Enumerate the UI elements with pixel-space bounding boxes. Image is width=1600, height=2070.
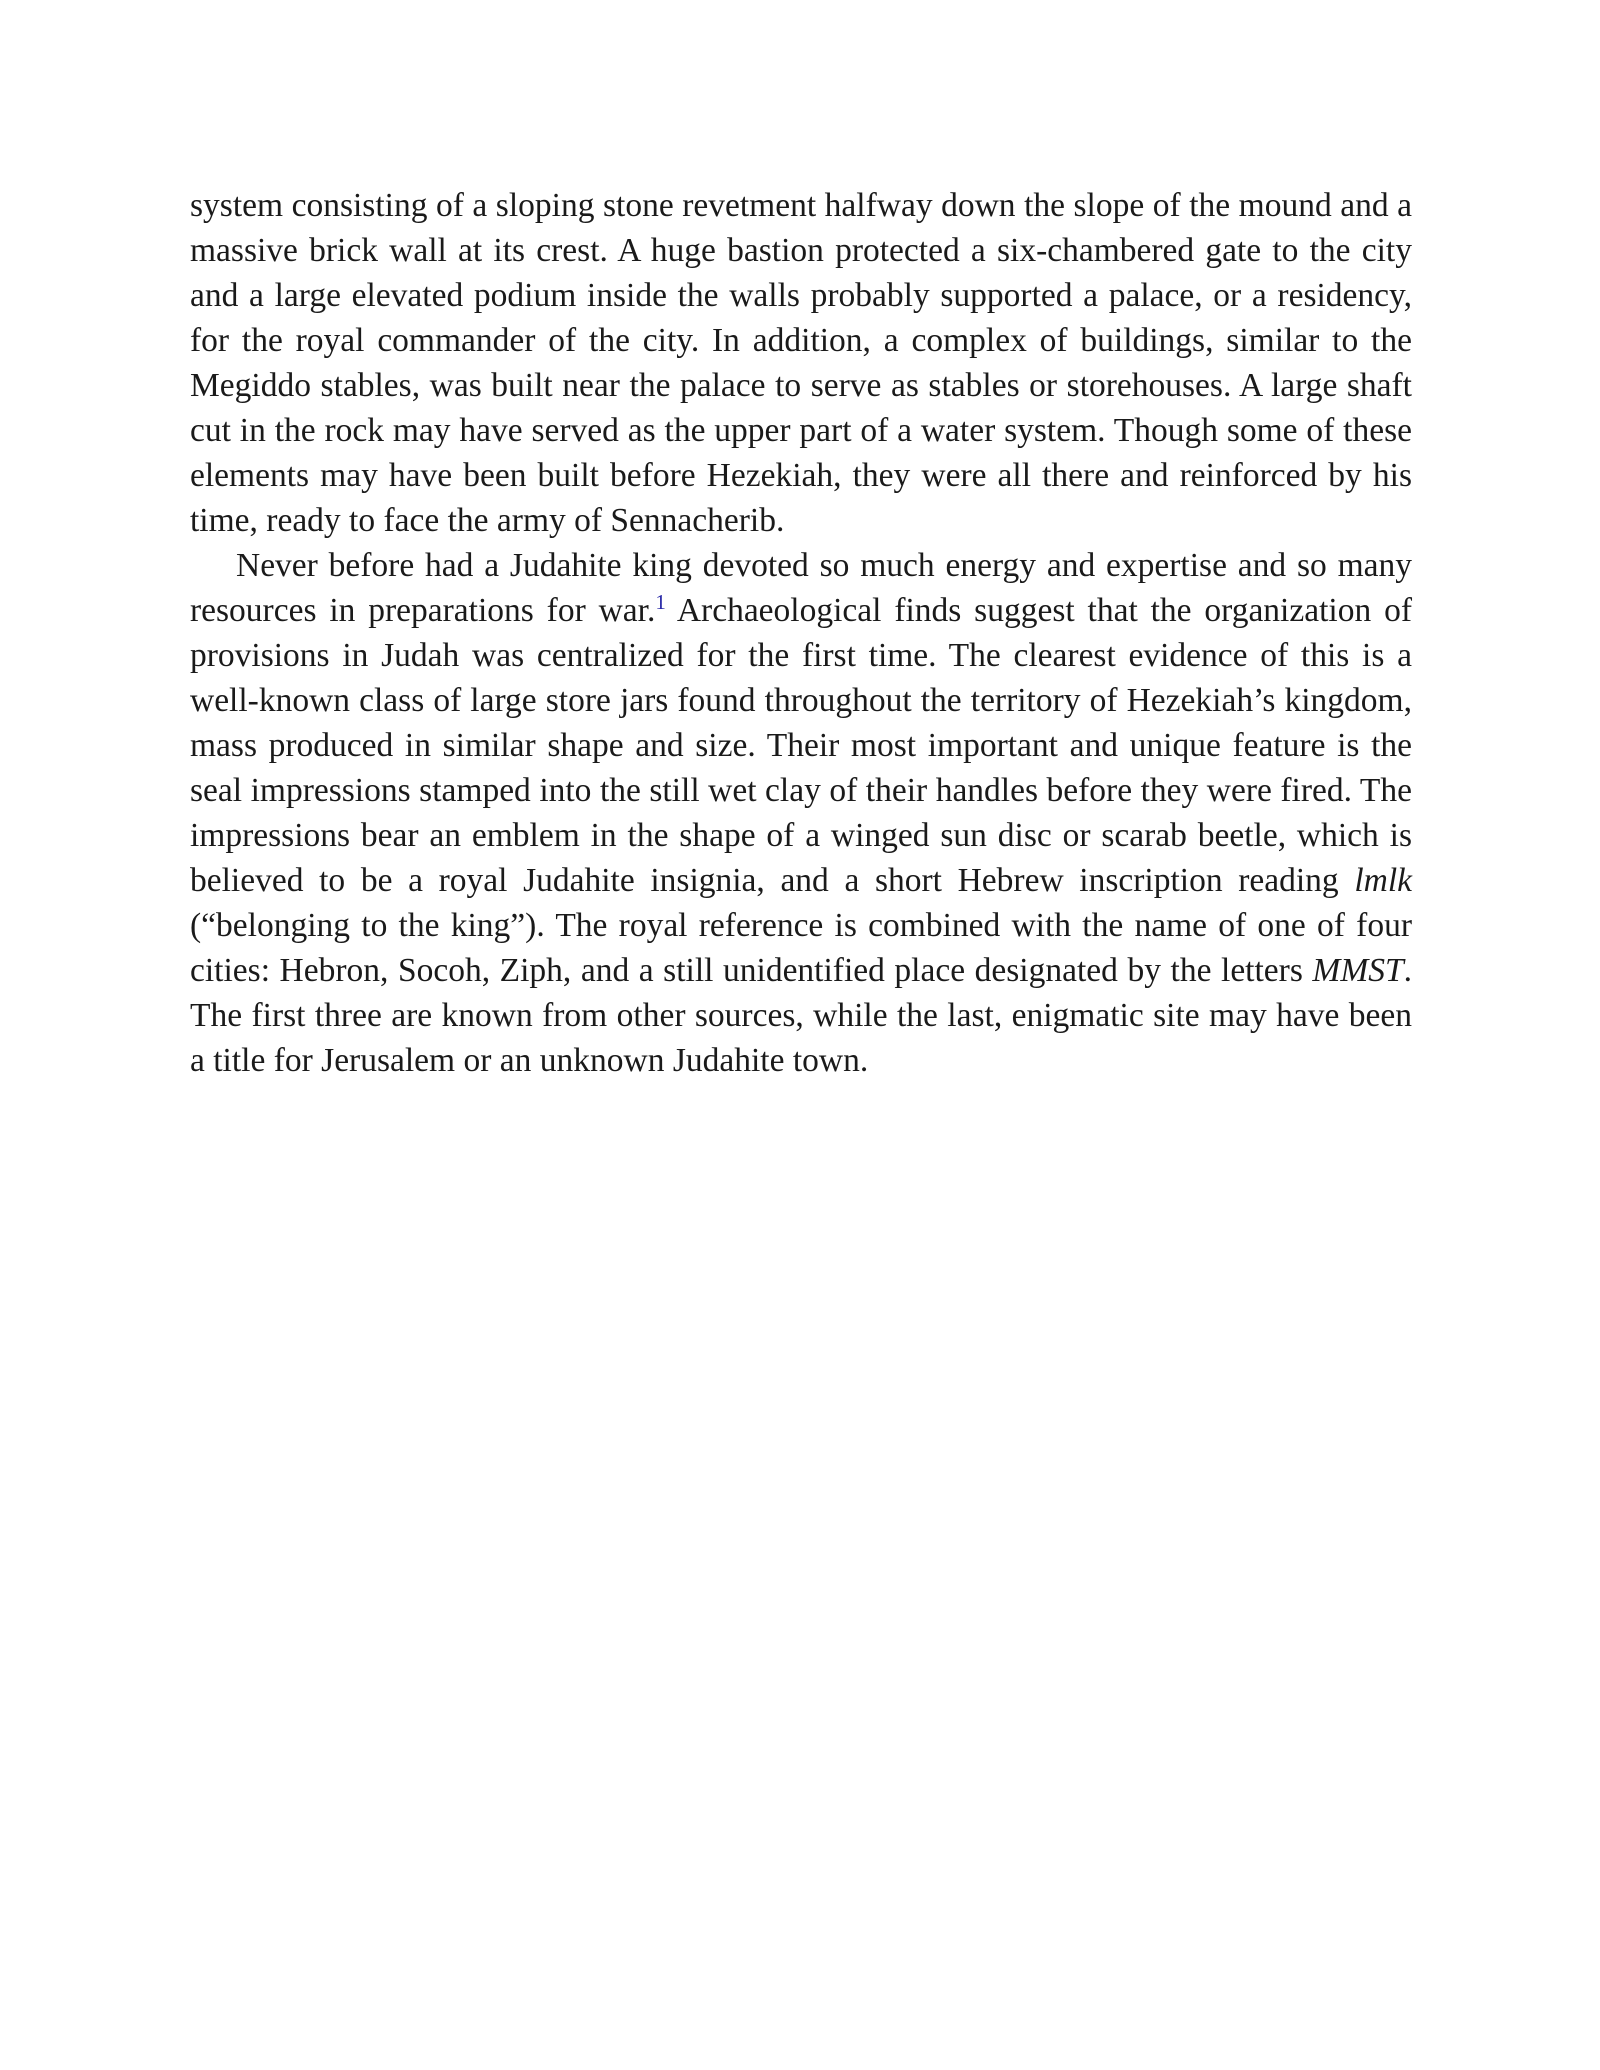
paragraph-2-part-d: . The first three are known from other sources, while the last, enigmatic site may have been a title for Jerusalem or an unknown Judahite town. [190,952,1412,1079]
paragraph-2-part-c: (“belonging to the king”). The royal reference is combined with the name of one of four cities: Hebron, Socoh, Ziph, and a still unidentified place designated by the letters [190,907,1412,989]
paragraph-2-part-b: Archaeological finds suggest that the organization of provisions in Judah was centralized for the first time. The clearest evidence of this is a well-known class of large store jars found throughout the territory of Hezekiah’s kingdom, mass produced in similar shape and size. Their most important and unique feature is the seal impressions stamped into the still wet clay of their handles before they were fired. The impressions bear an emblem in the shape of a winged sun disc or scarab beetle, which is believed to be a royal Judahite insignia, and a short Hebrew inscription reading [190,592,1412,899]
paragraph-2 [190,543,1412,1083]
body-text [190,183,1412,1083]
italic-term-lmlk: lmlk [1354,862,1412,899]
paragraph-2-part-a: Never before had a Judahite king devoted so much energy and expertise and so many resources in preparations for war. [190,547,1412,629]
paragraph-1: system consisting of a sloping stone revetment halfway down the slope of the mound and a massive brick wall at its crest. A huge bastion protected a six-chambered gate to the city and a large elevated podium inside the walls probably supported a palace, or a residency, for the royal commander of the city. In addition, a complex of buildings, similar to the Megiddo stables, was built near the palace to serve as stables or storehouses. A large shaft cut in the rock may have served as the upper part of a water system. Though some of these elements may have been built before Hezekiah, they were all there and reinforced by his time, ready to face the army of Sennacherib. [190,187,1412,539]
italic-term-mmst: MMST [1312,952,1404,989]
footnote-reference-1[interactable]: 1 [655,589,666,614]
